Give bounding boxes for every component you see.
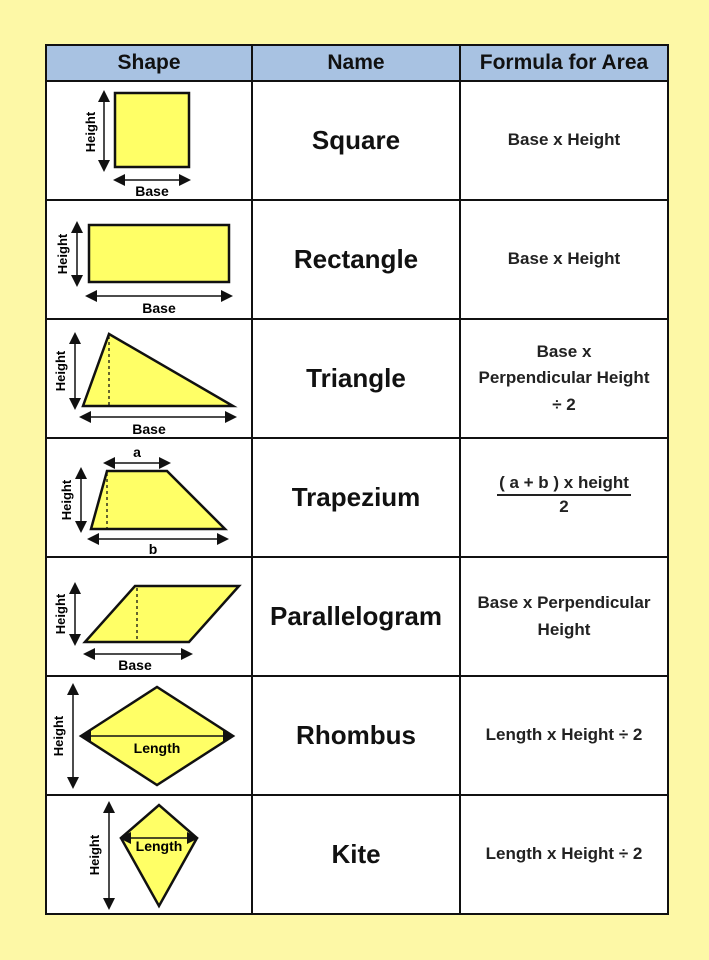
shape-cell-parallelogram	[46, 557, 252, 676]
kite-shape	[121, 805, 197, 906]
area-formula	[460, 557, 668, 676]
area-formula: Base x Height	[460, 81, 668, 200]
height-label: Height	[87, 834, 102, 875]
formula-fraction	[497, 474, 631, 516]
triangle-diagram	[49, 322, 249, 436]
square-diagram	[49, 84, 249, 198]
height-label: Height	[51, 715, 66, 756]
base-label: Base	[135, 182, 169, 198]
table-row-trapezium	[46, 438, 668, 557]
shape-name: Rhombus	[252, 676, 460, 795]
height-label: Height	[59, 479, 74, 520]
area-formula	[460, 319, 668, 438]
rectangle-diagram	[49, 203, 249, 317]
height-label: Height	[53, 350, 68, 391]
square-shape	[115, 93, 189, 167]
height-label: Height	[53, 593, 68, 634]
rectangle-shape	[89, 225, 229, 282]
area-formula: Base x Height	[460, 200, 668, 319]
a-label: a	[133, 443, 141, 460]
table-row-parallelogram	[46, 557, 668, 676]
length-label: Length	[133, 739, 181, 756]
shape-cell-rectangle	[46, 200, 252, 319]
base-label: Base	[142, 299, 176, 316]
header-name: Name	[252, 45, 460, 81]
shape-name: Parallelogram	[252, 557, 460, 676]
length-label: Length	[135, 837, 183, 854]
table-row-triangle	[46, 319, 668, 438]
shape-name: Rectangle	[252, 200, 460, 319]
shape-cell-kite	[46, 795, 252, 914]
header-shape: Shape	[46, 45, 252, 81]
trapezium-shape	[91, 471, 225, 529]
shape-cell-rhombus	[46, 676, 252, 795]
height-label: Height	[55, 233, 70, 274]
shape-cell-triangle	[46, 319, 252, 438]
formula-line: Perpendicular Height	[478, 368, 650, 388]
parallelogram-diagram	[49, 560, 249, 674]
shape-name: Trapezium	[252, 438, 460, 557]
shape-cell-trapezium	[46, 438, 252, 557]
shape-name: Square	[252, 81, 460, 200]
formula-line: ÷ 2	[552, 394, 576, 414]
formula-line: Height	[537, 619, 591, 639]
parallelogram-shape	[85, 586, 239, 642]
area-formula	[460, 438, 668, 557]
triangle-shape	[83, 334, 233, 406]
area-formula: Length x Height ÷ 2	[460, 795, 668, 914]
header-row	[46, 45, 668, 81]
fraction-denominator: 2	[559, 497, 569, 517]
area-formula: Length x Height ÷ 2	[460, 676, 668, 795]
formula-line: Base x	[536, 341, 592, 361]
height-label: Height	[83, 111, 98, 152]
shape-name: Kite	[252, 795, 460, 914]
shape-name: Triangle	[252, 319, 460, 438]
table-row-rectangle	[46, 200, 668, 319]
table-row-kite	[46, 795, 668, 914]
fraction-numerator: ( a + b ) x height	[497, 474, 631, 496]
trapezium-diagram	[49, 441, 249, 555]
shape-cell-square	[46, 81, 252, 200]
b-label: b	[148, 540, 158, 555]
base-label: Base	[132, 420, 166, 436]
kite-diagram	[49, 798, 249, 912]
area-formula-table	[45, 44, 669, 915]
header-formula: Formula for Area	[460, 45, 668, 81]
rhombus-diagram	[49, 679, 249, 793]
formula-line: Base x Perpendicular	[477, 593, 651, 613]
table-row-rhombus	[46, 676, 668, 795]
table-row-square	[46, 81, 668, 200]
base-label: Base	[118, 656, 152, 673]
